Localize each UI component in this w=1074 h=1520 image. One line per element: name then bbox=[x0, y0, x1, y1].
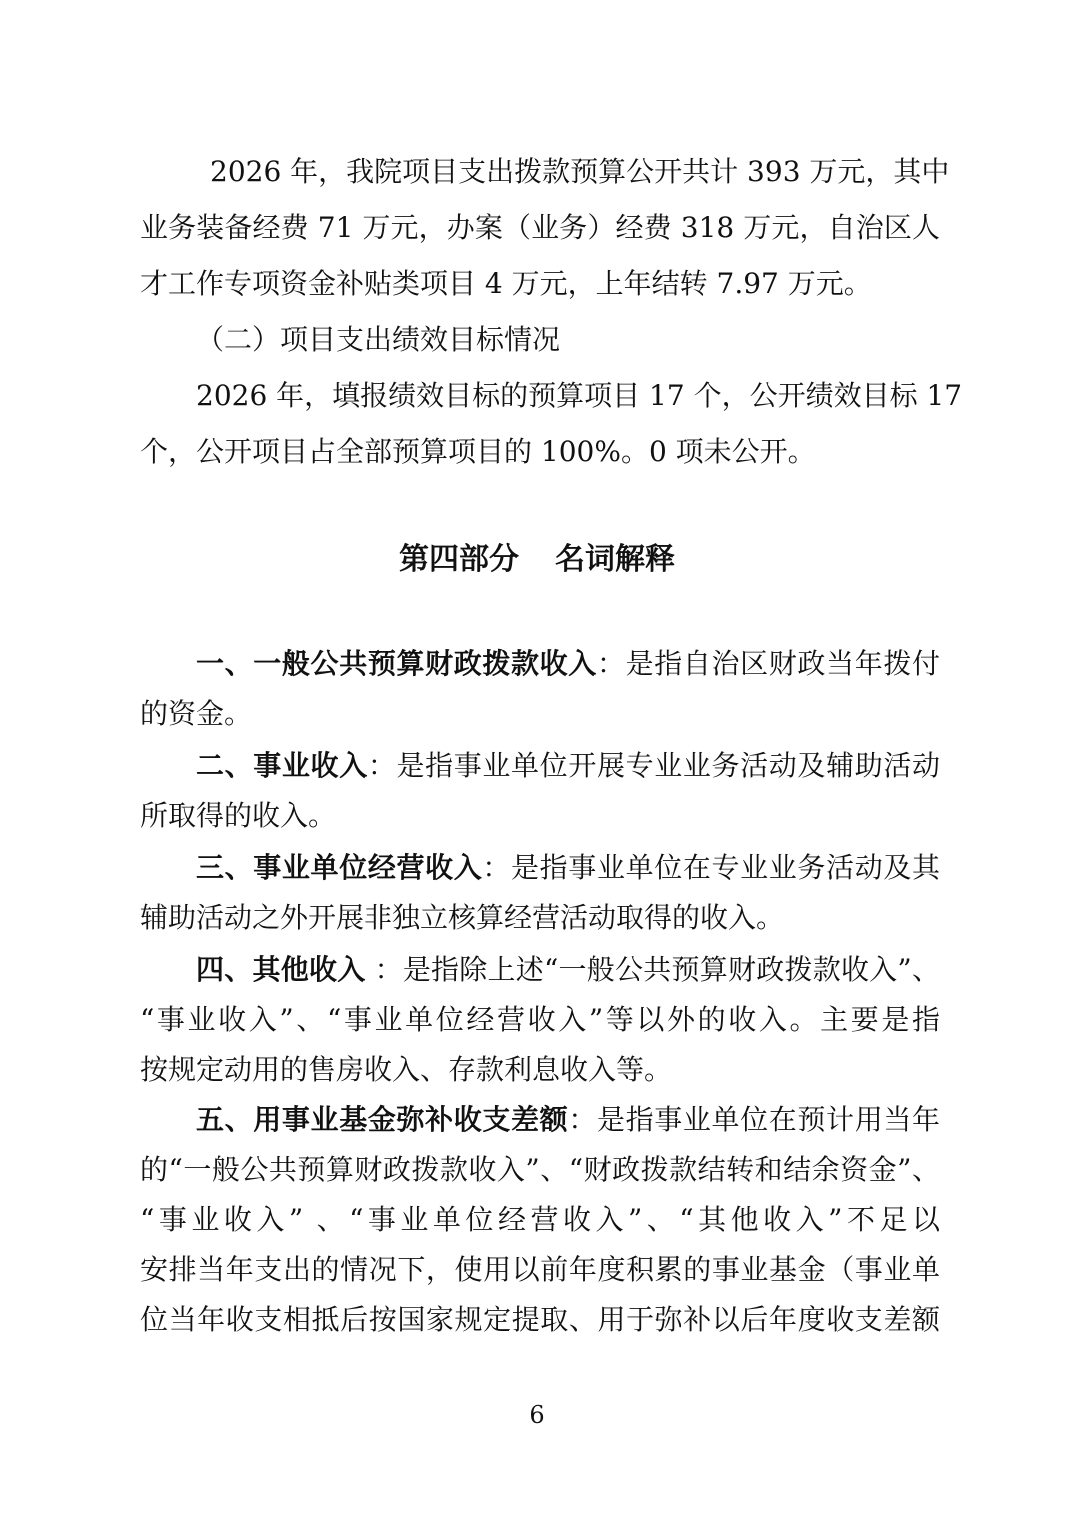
definition-item bbox=[196, 642, 940, 686]
definition-term: 四、其他收入 bbox=[196, 953, 366, 986]
definition-line: 按规定动用的售房收入、存款利息收入等。 bbox=[140, 1053, 673, 1086]
definition-item bbox=[196, 744, 940, 788]
definition-text: ：是指除上述“一般公共预算财政拨款收入”、 bbox=[365, 953, 940, 986]
definition-term: 三、事业单位经营收入 bbox=[196, 851, 483, 884]
heading-title: 名词解释 bbox=[555, 542, 675, 577]
definition-line: 安排当年支出的情况下，使用以前年度积累的事业基金（事业单 bbox=[140, 1253, 940, 1286]
definition-line: 辅助活动之外开展非独立核算经营活动取得的收入。 bbox=[140, 901, 785, 934]
definition-text: ：是指自治区财政当年拨付 bbox=[596, 647, 940, 680]
page-number: 6 bbox=[529, 1401, 545, 1429]
subheading: （二）项目支出绩效目标情况 bbox=[196, 323, 561, 356]
definition-item bbox=[196, 1098, 940, 1142]
definition-text: ：是指事业单位开展专业业务活动及辅助活动 bbox=[367, 749, 940, 782]
definition-text: ：是指事业单位在专业业务活动及其 bbox=[482, 851, 940, 884]
definition-line: 的资金。 bbox=[140, 697, 253, 730]
definition-line: 所取得的收入。 bbox=[140, 799, 337, 832]
paragraph-line: 2026 年，我院项目支出拨款预算公开共计 393 万元，其中 bbox=[210, 155, 950, 188]
definition-term: 五、用事业基金弥补收支差额 bbox=[196, 1103, 569, 1136]
definition-line: 位当年收支相抵后按国家规定提取、用于弥补以后年度收支差额 bbox=[140, 1303, 940, 1336]
paragraph-line: 2026 年，填报绩效目标的预算项目 17 个，公开绩效目标 17 bbox=[196, 379, 963, 412]
heading-part: 第四部分 bbox=[399, 542, 519, 577]
paragraph-line: 才工作专项资金补贴类项目 4 万元，上年结转 7.97 万元。 bbox=[140, 267, 872, 300]
definition-text: ：是指事业单位在预计用当年 bbox=[568, 1103, 940, 1136]
paragraph-line: 业务装备经费 71 万元，办案（业务）经费 318 万元，自治区人 bbox=[140, 211, 940, 244]
definition-item bbox=[196, 846, 940, 890]
paragraph-line: 个，公开项目占全部预算项目的 100%。0 项未公开。 bbox=[140, 435, 816, 468]
section-heading bbox=[0, 538, 1074, 582]
definition-item bbox=[196, 948, 940, 992]
definition-term: 一、一般公共预算财政拨款收入 bbox=[196, 647, 597, 680]
definition-line: “事业收入” 、“事业单位经营收入”、“其他收入”不足以 bbox=[140, 1203, 940, 1236]
definition-term: 二、事业收入 bbox=[196, 749, 368, 782]
definition-line: 的“一般公共预算财政拨款收入”、“财政拨款结转和结余资金”、 bbox=[140, 1153, 940, 1186]
definition-line: “事业收入”、“事业单位经营收入”等以外的收入。主要是指 bbox=[140, 1003, 940, 1036]
